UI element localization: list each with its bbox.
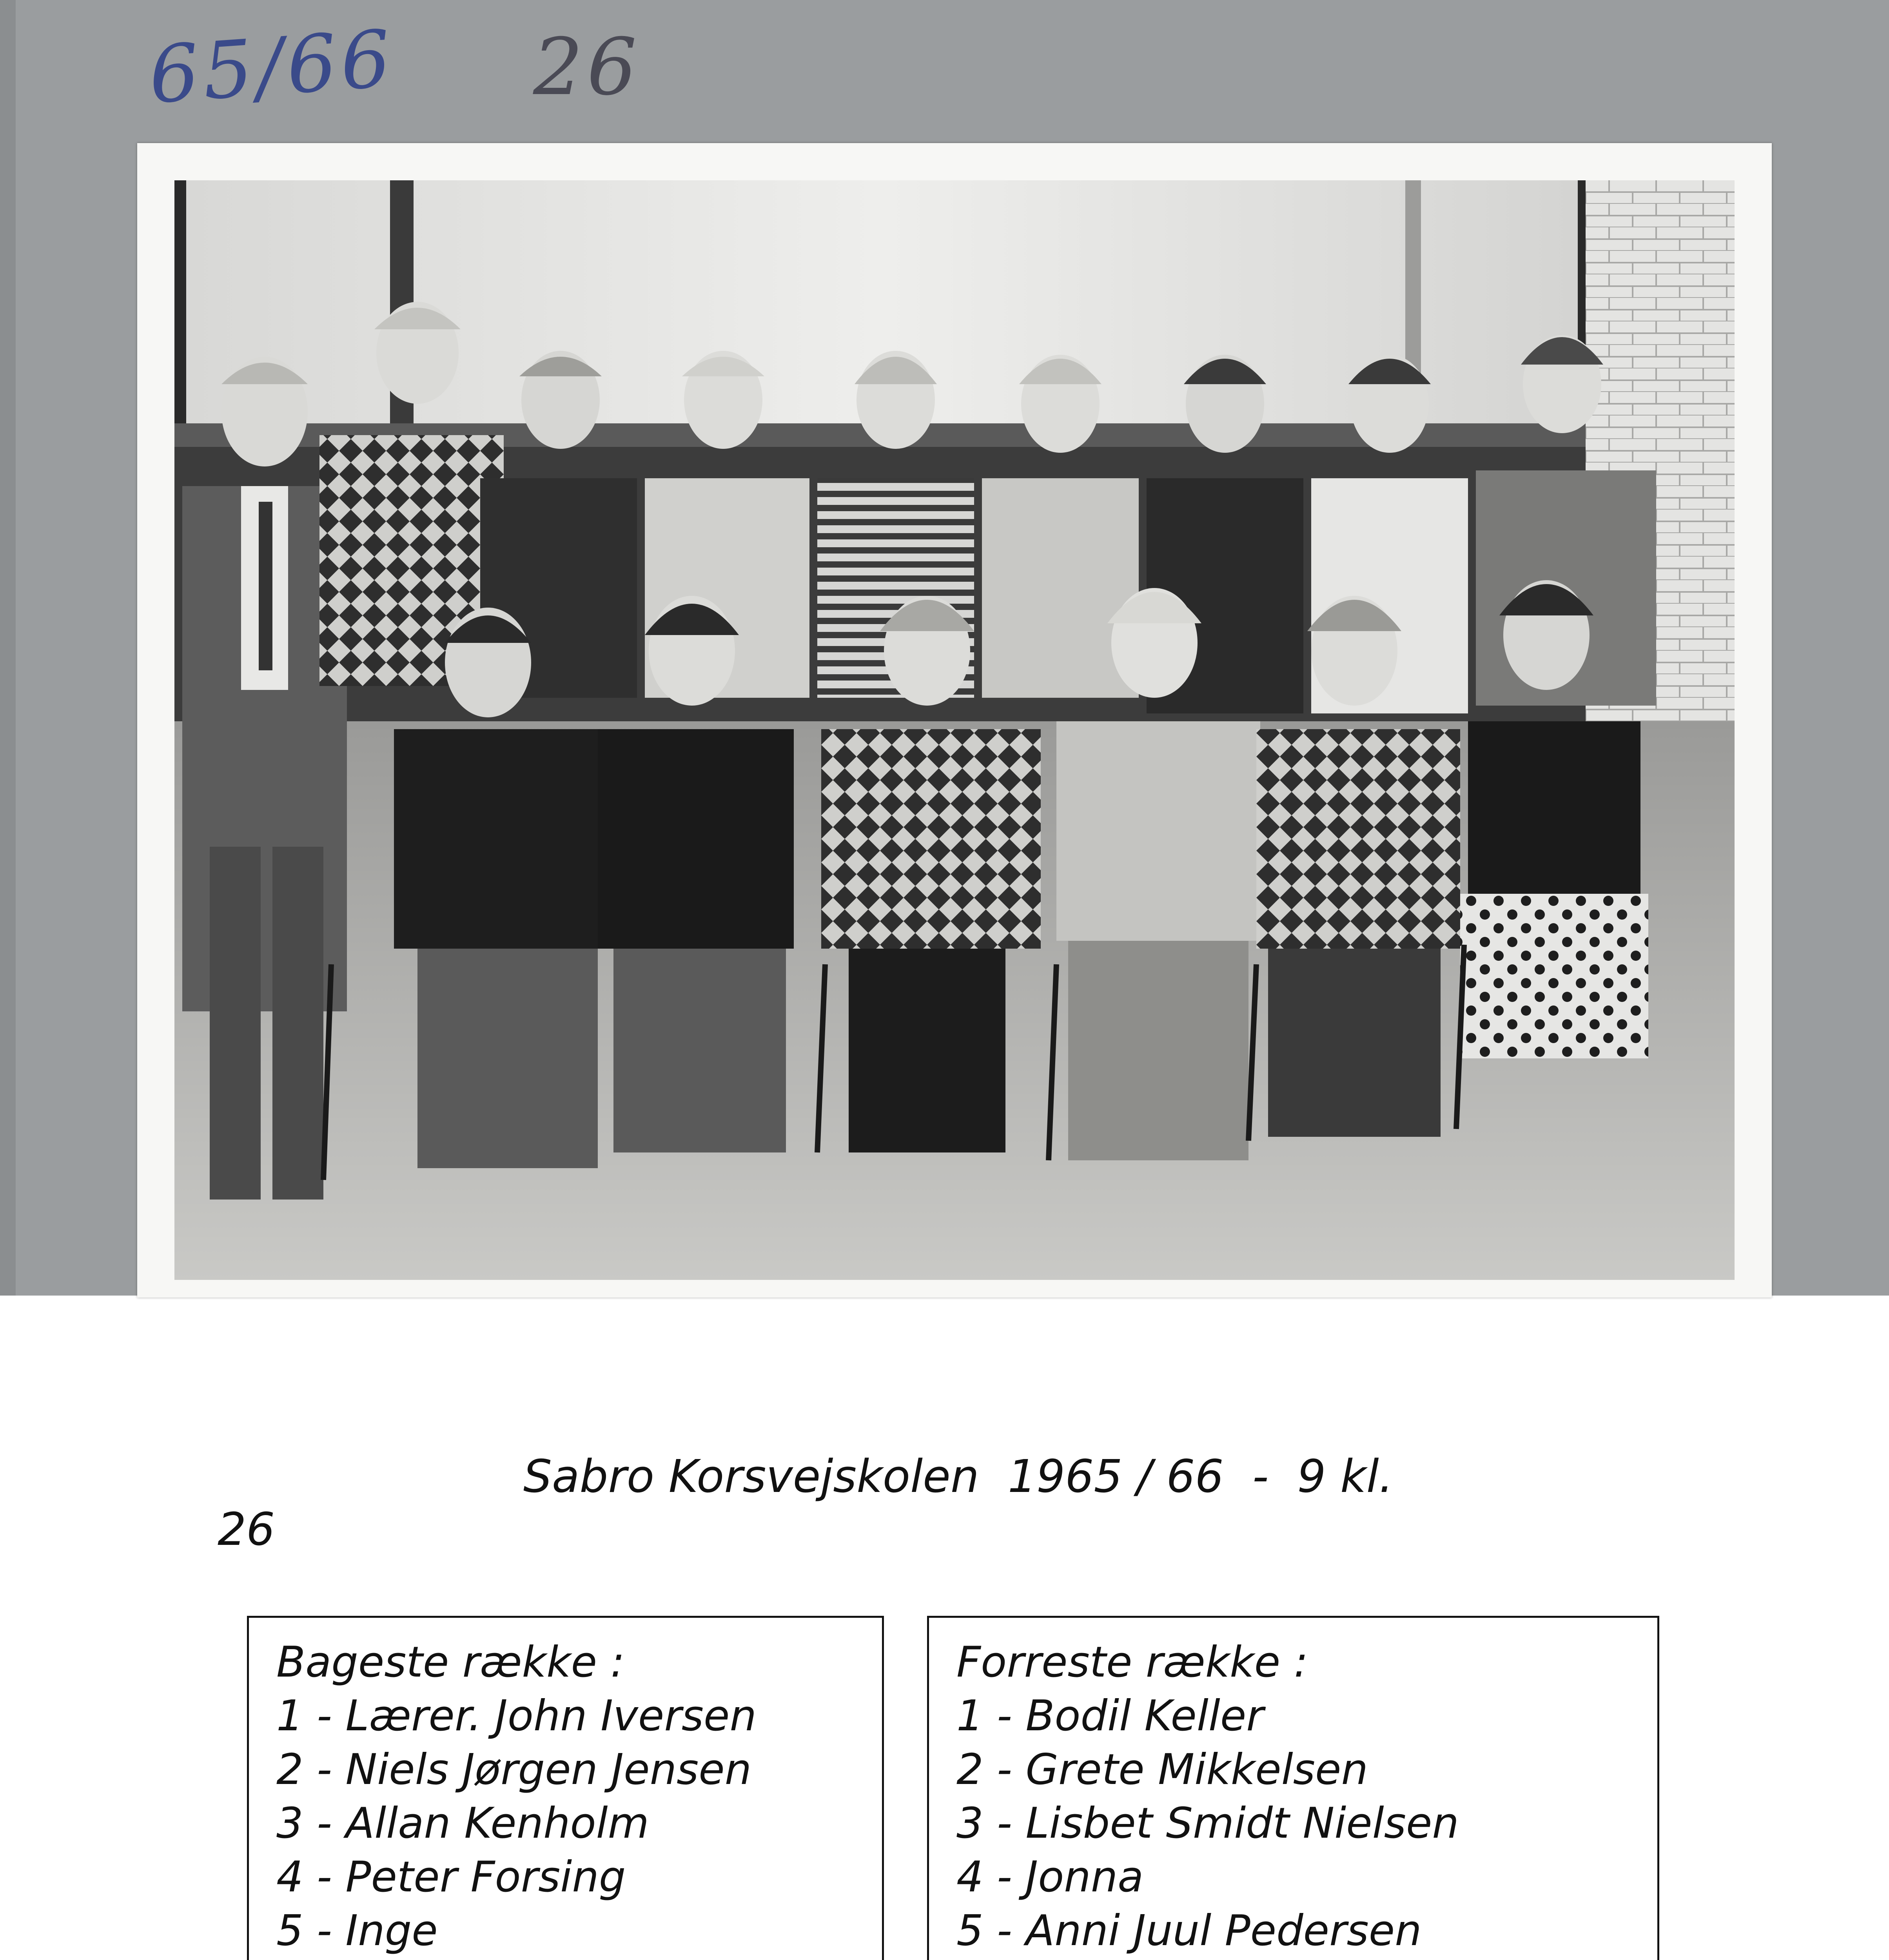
front-row-heading: Forreste række :: [956, 1638, 1308, 1687]
front-row-name: 2 - Grete Mikkelsen: [956, 1745, 1368, 1794]
back-row-name: [276, 1958, 757, 1960]
back-row-name: 4 - Peter Forsing: [276, 1853, 626, 1902]
handwritten-number-note: 26: [533, 22, 641, 113]
class-photo-image: [174, 180, 1735, 1280]
front-row-names-box: [927, 1616, 1659, 1960]
front-row-name: 1 - Bodil Keller: [956, 1691, 1264, 1740]
photo-print: [137, 143, 1772, 1298]
back-row-heading: Bageste række :: [276, 1638, 625, 1687]
handwritten-year-note: 65/66: [146, 13, 397, 122]
back-row-names-box: [247, 1616, 884, 1960]
front-row-name: 5 - Anni Juul Pedersen: [956, 1906, 1422, 1955]
back-row-name: 3 - Allan Kenholm: [276, 1799, 649, 1848]
photo-caption: Sabro Korsvejskolen 1965 / 66 - 9 kl.: [523, 1450, 1394, 1503]
page-number: 26: [218, 1503, 275, 1556]
back-row-name: 1 - Lærer. John Iversen: [276, 1691, 757, 1740]
back-row-name: 5 - Inge: [276, 1906, 438, 1955]
mount-edge: [0, 0, 16, 1296]
back-row-name: 2 - Niels Jørgen Jensen: [276, 1745, 752, 1794]
class-photo: [174, 180, 1735, 1280]
front-row-name: [956, 1958, 1459, 1960]
front-row-name: 3 - Lisbet Smidt Nielsen: [956, 1799, 1459, 1848]
front-row-name: 4 - Jonna: [956, 1853, 1144, 1902]
